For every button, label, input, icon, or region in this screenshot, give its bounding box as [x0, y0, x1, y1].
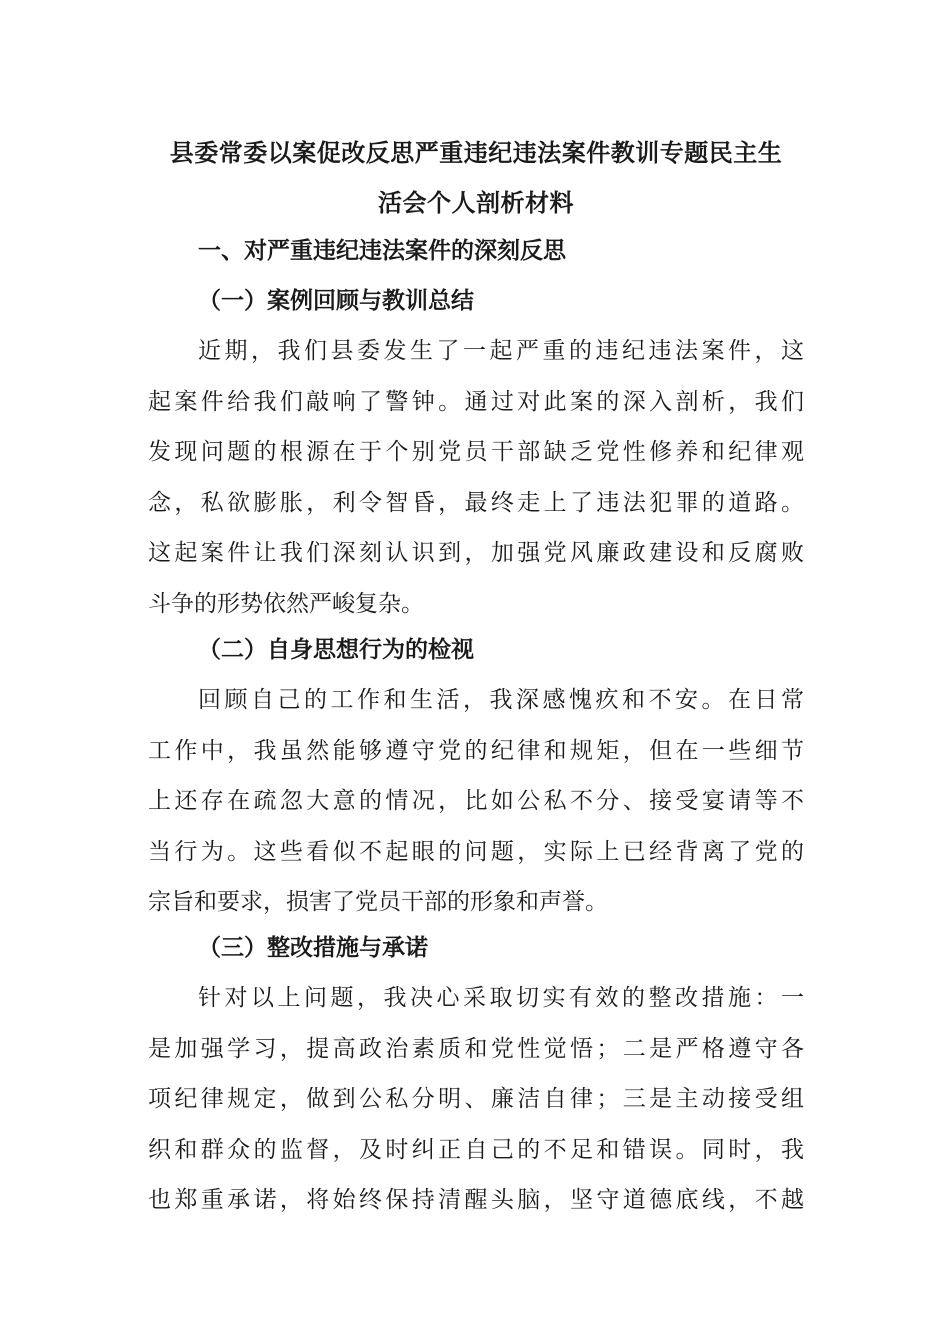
paragraph-line: 是加强学习，提高政治素质和党性觉悟；二是严格遵守各	[148, 1035, 804, 1062]
subsection-heading-3: （三）整改措施与承诺	[198, 935, 428, 961]
paragraph-line: 宗旨和要求，损害了党员干部的形象和声誉。	[148, 889, 608, 915]
paragraph-line: 上还存在疏忽大意的情况，比如公私不分、接受宴请等不	[148, 788, 804, 814]
paragraph-rectification	[148, 973, 804, 1226]
paragraph-line: 发现问题的根源在于个别党员干部缺乏党性修养和纪律观	[148, 439, 804, 465]
paragraph-line: 工作中，我虽然能够遵守党的纪律和规矩，但在一些细节	[148, 737, 804, 764]
paragraph-line: 项纪律规定，做到公私分明、廉洁自律；三是主动接受组	[148, 1086, 804, 1112]
paragraph-line: 起案件给我们敲响了警钟。通过对此案的深入剖析，我们	[148, 388, 804, 415]
paragraph-self-review	[148, 675, 804, 928]
subsection-heading-1: （一）案例回顾与教训总结	[198, 288, 474, 314]
title-line-2: 活会个人剖析材料	[378, 189, 574, 217]
document-title	[148, 128, 804, 228]
paragraph-line: 近期，我们县委发生了一起严重的违纪违法案件，这	[198, 338, 804, 364]
paragraph-line: 织和群众的监督，及时纠正自己的不足和错误。同时，我	[148, 1136, 804, 1163]
title-line-1: 县委常委以案促改反思严重违纪违法案件教训专题民主生	[169, 139, 783, 167]
paragraph-line: 也郑重承诺，将始终保持清醒头脑，坚守道德底线，不越	[148, 1187, 804, 1213]
paragraph-case-review	[148, 326, 804, 629]
subsection-heading-2: （二）自身思想行为的检视	[198, 637, 474, 663]
section-heading-1: 一、对严重违纪违法案件的深刻反思	[198, 238, 566, 264]
paragraph-line: 斗争的形势依然严峻复杂。	[148, 590, 424, 617]
paragraph-line: 针对以上问题，我决心采取切实有效的整改措施：一	[198, 985, 804, 1011]
paragraph-line: 这起案件让我们深刻认识到，加强党风廉政建设和反腐败	[148, 540, 804, 566]
paragraph-line: 回顾自己的工作和生活，我深感愧疚和不安。在日常	[198, 687, 804, 713]
paragraph-line: 念，私欲膨胀，利令智昏，最终走上了违法犯罪的道路。	[148, 489, 804, 516]
paragraph-line: 当行为。这些看似不起眼的问题，实际上已经背离了党的	[148, 838, 804, 865]
